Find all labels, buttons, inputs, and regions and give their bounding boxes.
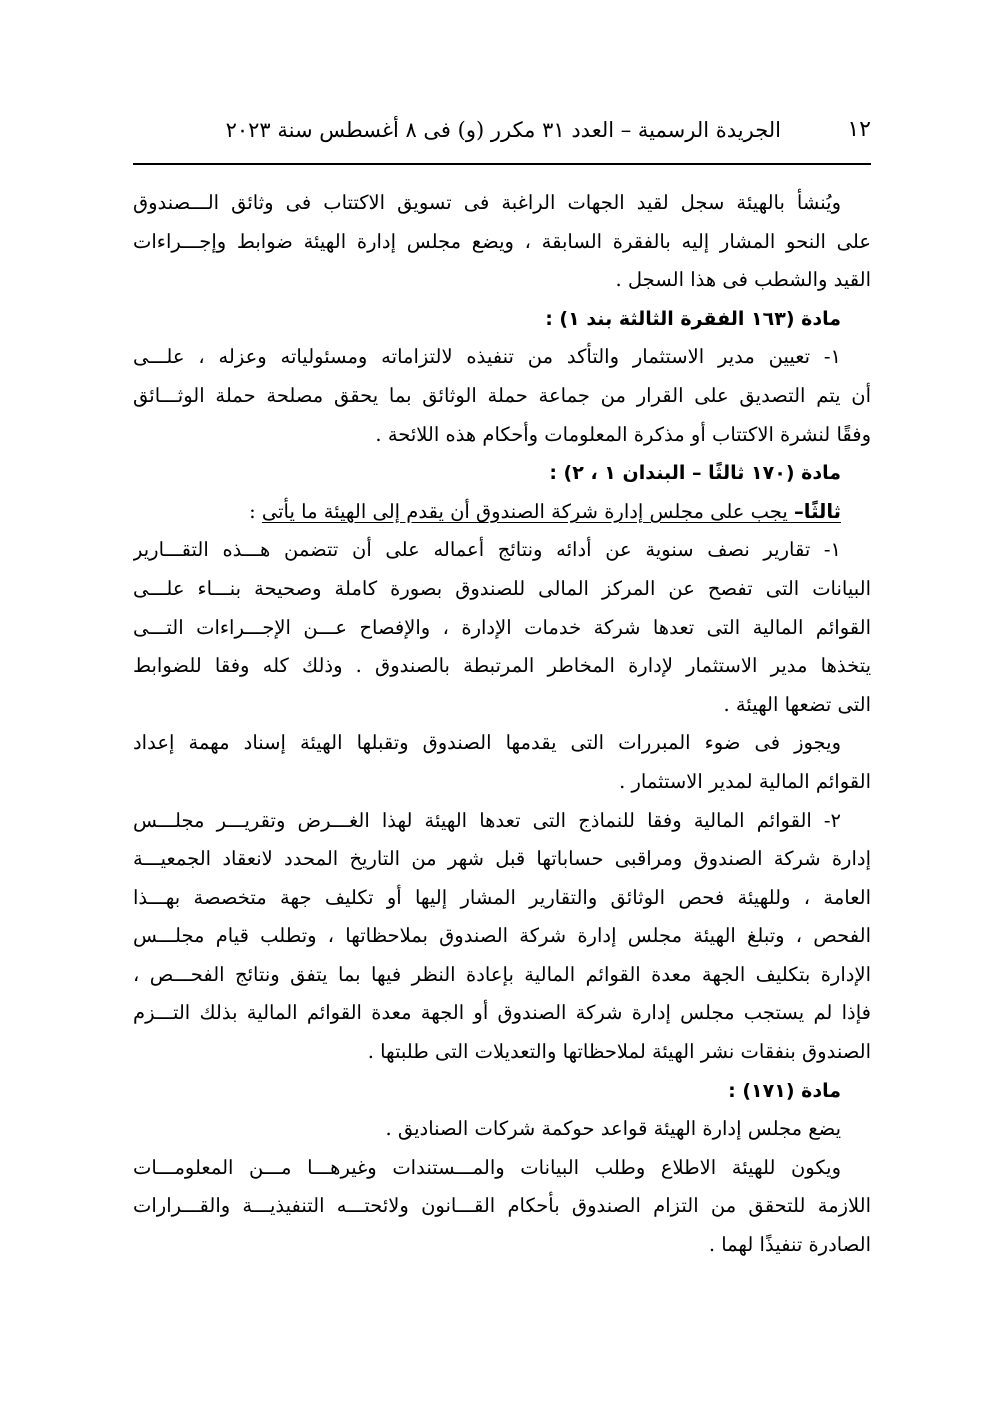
text-line: يتخذها مدير الاستثمار لإدارة المخاطر المرتبطة بالصندوق . وذلك كله وفقا للضوابط <box>133 654 871 678</box>
text-line: أن يتم التصديق على القرار من جماعة حملة الوثائق بما يحقق مصلحة حملة الوثـــائق <box>133 383 871 407</box>
header-divider <box>133 163 871 165</box>
text-line: ويكون للهيئة الاطلاع وطلب البيانات والمـــستندات وغيرهـــا مـــن المعلومـــات <box>133 1155 841 1179</box>
text-line: ويُنشأ بالهيئة سجل لقيد الجهات الراغبة فى تسويق الاكتتاب فى وثائق الـــصندوق <box>133 191 841 214</box>
text-line: وفقًا لنشرة الاكتتاب أو مذكرة المعلومات وأحكام هذه اللائحة . <box>375 422 871 446</box>
text-line: العامة ، وللهيئة فحص الوثائق والتقارير المشار إليها أو تكليف جهة متخصصة بهـــذا <box>133 885 871 909</box>
text-line: اللازمة للتحقق من التزام الصندوق بأحكام القـــانون ولائحتـــه التنفيذيـــة والقـــرارات <box>133 1194 871 1218</box>
text-line: التى تضعها الهيئة . <box>723 692 871 716</box>
page-header <box>133 112 871 152</box>
document-body <box>133 184 871 1265</box>
text-line: القيد والشطب فى هذا السجل . <box>615 268 871 292</box>
text-line: القوائم المالية لمدير الاستثمار . <box>619 769 871 793</box>
text-line: الإدارة بتكليف الجهة معدة القوائم المالية بإعادة النظر فيها بما يتفق ونتائج الفحـــص ، <box>133 962 871 986</box>
article-heading: مادة (١٦٣ الفقرة الثالثة بند ١) : <box>545 307 841 330</box>
item-three-text: يجب على مجلس إدارة شركة الصندوق أن يقدم إلى الهيئة ما يأتى <box>261 499 794 523</box>
article-heading: مادة (١٧١) : <box>728 1079 841 1102</box>
text-line: على النحو المشار إليه بالفقرة السابقة ، ويضع مجلس إدارة الهيئة ضوابط وإجـــراءات <box>133 229 871 253</box>
article-heading: مادة (١٧٠ ثالثًا – البندان ١ ، ٢) : <box>549 462 841 485</box>
header-title: الجريدة الرسمية – العدد ٣١ مكرر (و) فى ٨ أغسطس سنة ٢٠٢٣ <box>225 118 781 142</box>
text-line: الصادرة تنفيذًا لهما . <box>708 1233 871 1257</box>
text-line: الفحص ، وتبلغ الهيئة مجلس إدارة شركة الصندوق بملاحظاتها ، وتطلب قيام مجلـــس <box>133 924 871 948</box>
text-line: ويجوز فى ضوء المبررات التى يقدمها الصندوق وتقبلها الهيئة إسناد مهمة إعداد <box>133 731 841 755</box>
item-three-label: ثالثًا– <box>794 499 841 523</box>
item-three-suffix: : <box>249 499 262 523</box>
item-three-line <box>133 493 871 532</box>
text-line: ٢- القوائم المالية وفقا للنماذج التى تعدها الهيئة لهذا الغـــرض وتقريـــر مجلـــس <box>133 808 841 832</box>
text-line: القوائم المالية التى تعدها شركة خدمات الإدارة ، والإفصاح عـــن الإجـــراءات التـــى <box>133 615 871 639</box>
text-line: ١- تقارير نصف سنوية عن أدائه ونتائج أعماله على أن تتضمن هـــذه التقـــارير <box>133 538 841 562</box>
text-line: إدارة شركة الصندوق ومراقبى حساباتها قبل شهر من التاريخ المحدد لانعقاد الجمعيـــة <box>133 847 871 871</box>
page-number: ١٢ <box>847 117 871 142</box>
text-line: الصندوق بنفقات نشر الهيئة لملاحظاتها والتعديلات التى طلبتها . <box>367 1040 871 1064</box>
text-line: ١- تعيين مدير الاستثمار والتأكد من تنفيذه لالتزاماته ومسئولياته وعزله ، علـــى <box>133 345 841 369</box>
text-line: فإذا لم يستجب مجلس إدارة شركة الصندوق أو الجهة معدة القوائم المالية بذلك التـــزم <box>133 1001 871 1025</box>
text-line: البيانات التى تفصح عن المركز المالى للصندوق بصورة كاملة وصحيحة بنـــاء علـــى <box>133 576 871 600</box>
text-line: يضع مجلس إدارة الهيئة قواعد حوكمة شركات الصناديق . <box>385 1117 841 1141</box>
